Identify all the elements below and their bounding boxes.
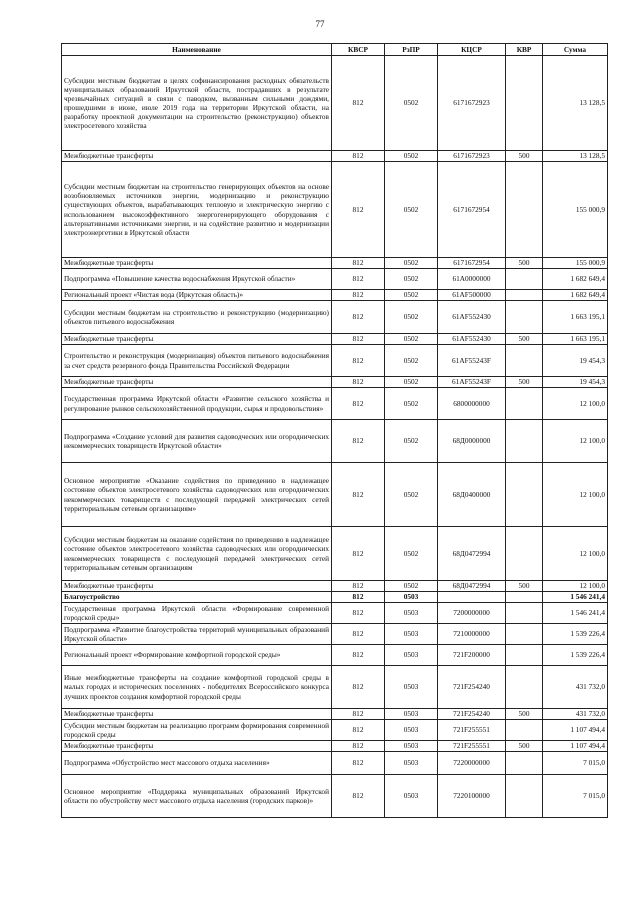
row-kvr: 500	[506, 151, 543, 162]
row-name: Межбюджетные трансферты	[62, 334, 332, 345]
row-rzpr: 0502	[385, 527, 438, 581]
row-rzpr: 0502	[385, 345, 438, 377]
row-kcsr: 68Д0472994	[438, 527, 506, 581]
row-kvsr: 812	[332, 645, 385, 666]
row-kvr	[506, 388, 543, 420]
row-sum: 1 663 195,1	[543, 301, 608, 334]
row-kcsr: 7220100000	[438, 775, 506, 818]
row-sum: 12 100,0	[543, 581, 608, 592]
row-rzpr: 0503	[385, 603, 438, 624]
row-sum: 7 015,0	[543, 775, 608, 818]
row-rzpr: 0502	[385, 258, 438, 269]
table-row	[62, 720, 608, 741]
row-rzpr: 0503	[385, 624, 438, 645]
row-kvsr: 812	[332, 301, 385, 334]
row-kvr	[506, 645, 543, 666]
table-row	[62, 345, 608, 377]
row-name: Субсидии местным бюджетам на строительство генерирующих объектов на основе возобновляемых источников энергии, модернизацию и реконструкцию существующих объектов, вырабатывающих тепловую и электрическую энергию с использованием высокоэффективного энергогенерирующего оборудования с альтернативными источниками энергии, и на содействие развитию и модернизации электроэнергетики в Иркутской области	[62, 162, 332, 258]
row-kcsr: 6800000000	[438, 388, 506, 420]
row-kvsr: 812	[332, 603, 385, 624]
col-header-kvr: КВР	[506, 44, 543, 56]
table-row	[62, 463, 608, 527]
row-kcsr: 68Д0000000	[438, 420, 506, 463]
table-row	[62, 334, 608, 345]
col-header-kvsr: КВСР	[332, 44, 385, 56]
row-sum: 1 107 494,4	[543, 741, 608, 752]
col-header-sum: Сумма	[543, 44, 608, 56]
row-kcsr: 68Д0472994	[438, 581, 506, 592]
table-row	[62, 151, 608, 162]
row-sum: 1 539 226,4	[543, 624, 608, 645]
row-kvr	[506, 269, 543, 290]
row-kvr	[506, 290, 543, 301]
row-sum: 13 128,5	[543, 151, 608, 162]
table-row	[62, 290, 608, 301]
row-kvr: 500	[506, 741, 543, 752]
row-kvsr: 812	[332, 592, 385, 603]
row-sum: 1 546 241,4	[543, 603, 608, 624]
table-row	[62, 301, 608, 334]
row-rzpr: 0503	[385, 645, 438, 666]
row-kvr	[506, 752, 543, 775]
row-kvsr: 812	[332, 420, 385, 463]
row-sum: 12 100,0	[543, 463, 608, 527]
row-kvsr: 812	[332, 624, 385, 645]
row-rzpr: 0503	[385, 592, 438, 603]
row-sum: 1 682 649,4	[543, 290, 608, 301]
row-name: Субсидии местным бюджетам на оказание содействия по приведению в надлежащее состояние объектов электросетевого хозяйства садоводческих или огороднических некоммерческих товариществ с последующей передачей электрических сетей территориальным сетевым организациям	[62, 527, 332, 581]
row-rzpr: 0502	[385, 420, 438, 463]
row-kcsr: 61АF552430	[438, 301, 506, 334]
row-kcsr: 68Д0400000	[438, 463, 506, 527]
row-kvr	[506, 720, 543, 741]
row-kcsr: 61А0000000	[438, 269, 506, 290]
row-rzpr: 0502	[385, 269, 438, 290]
row-kvsr: 812	[332, 290, 385, 301]
row-kvr	[506, 420, 543, 463]
row-kvsr: 812	[332, 752, 385, 775]
row-kvr	[506, 527, 543, 581]
row-name: Межбюджетные трансферты	[62, 258, 332, 269]
table-row	[62, 581, 608, 592]
row-rzpr: 0503	[385, 709, 438, 720]
row-sum: 12 100,0	[543, 420, 608, 463]
row-kvsr: 812	[332, 388, 385, 420]
row-kvsr: 812	[332, 775, 385, 818]
row-sum: 1 107 494,4	[543, 720, 608, 741]
row-sum: 431 732,0	[543, 666, 608, 709]
table-row	[62, 752, 608, 775]
row-name: Подпрограмма «Создание условий для развития садоводческих или огороднических некоммерческих товариществ Иркутской области»	[62, 420, 332, 463]
row-rzpr: 0502	[385, 56, 438, 151]
table-row	[62, 603, 608, 624]
row-kcsr: 7200000000	[438, 603, 506, 624]
row-kvsr: 812	[332, 463, 385, 527]
row-kcsr: 61АF552430	[438, 334, 506, 345]
row-kcsr: 61АF500000	[438, 290, 506, 301]
row-kvr	[506, 56, 543, 151]
row-name: Благоустройство	[62, 592, 332, 603]
row-kvsr: 812	[332, 709, 385, 720]
row-rzpr: 0502	[385, 162, 438, 258]
table-row	[62, 258, 608, 269]
table-row	[62, 624, 608, 645]
col-header-kcsr: КЦСР	[438, 44, 506, 56]
row-kcsr: 721F255551	[438, 720, 506, 741]
row-sum: 1 539 226,4	[543, 645, 608, 666]
row-kvr: 500	[506, 377, 543, 388]
row-name: Межбюджетные трансферты	[62, 151, 332, 162]
row-kvsr: 812	[332, 162, 385, 258]
table-row	[62, 377, 608, 388]
table-row	[62, 645, 608, 666]
row-kcsr: 6171672923	[438, 151, 506, 162]
row-sum: 7 015,0	[543, 752, 608, 775]
row-sum: 19 454,3	[543, 345, 608, 377]
budget-table	[61, 43, 608, 818]
row-rzpr: 0502	[385, 388, 438, 420]
row-kcsr: 61АF55243F	[438, 345, 506, 377]
row-kvr	[506, 666, 543, 709]
row-name: Межбюджетные трансферты	[62, 377, 332, 388]
page-number: 77	[315, 19, 325, 29]
row-name: Межбюджетные трансферты	[62, 709, 332, 720]
row-rzpr: 0503	[385, 775, 438, 818]
row-kcsr: 7210000000	[438, 624, 506, 645]
row-name: Субсидии местным бюджетам на строительство и реконструкцию (модернизацию) объектов питьевого водоснабжения	[62, 301, 332, 334]
row-name: Подпрограмма «Повышение качества водоснабжения Иркутской области»	[62, 269, 332, 290]
row-kvsr: 812	[332, 377, 385, 388]
row-kcsr: 721F254240	[438, 709, 506, 720]
row-kvsr: 812	[332, 581, 385, 592]
row-rzpr: 0503	[385, 666, 438, 709]
row-name: Основное мероприятие «Поддержка муниципальных образований Иркутской области по обустройству мест массового отдыха населения (городских парков)»	[62, 775, 332, 818]
row-name: Иные межбюджетные трансферты на создание комфортной городской среды в малых городах и исторических поселениях - победителях Всероссийского конкурса лучших проектов создания комфортной городской среды	[62, 666, 332, 709]
row-kvr	[506, 624, 543, 645]
row-sum: 1 663 195,1	[543, 334, 608, 345]
row-sum: 1 682 649,4	[543, 269, 608, 290]
row-kvsr: 812	[332, 334, 385, 345]
row-rzpr: 0502	[385, 581, 438, 592]
row-name: Строительство и реконструкция (модернизация) объектов питьевого водоснабжения за счет средств резервного фонда Правительства Российской Федерации	[62, 345, 332, 377]
table-row	[62, 709, 608, 720]
row-kcsr: 61АF55243F	[438, 377, 506, 388]
row-rzpr: 0502	[385, 290, 438, 301]
row-rzpr: 0502	[385, 151, 438, 162]
row-name: Региональный проект «Формирование комфортной городской среды»	[62, 645, 332, 666]
table-body	[62, 56, 608, 818]
row-sum: 431 732,0	[543, 709, 608, 720]
table-row	[62, 592, 608, 603]
row-kvr	[506, 592, 543, 603]
table-row	[62, 420, 608, 463]
row-kvsr: 812	[332, 666, 385, 709]
row-kvsr: 812	[332, 345, 385, 377]
row-kcsr: 721F254240	[438, 666, 506, 709]
row-kcsr	[438, 592, 506, 603]
row-sum: 13 128,5	[543, 56, 608, 151]
row-kvsr: 812	[332, 527, 385, 581]
row-kvr	[506, 603, 543, 624]
row-kcsr: 6171672954	[438, 258, 506, 269]
row-kvsr: 812	[332, 720, 385, 741]
table-row	[62, 269, 608, 290]
row-kvr: 500	[506, 258, 543, 269]
row-rzpr: 0502	[385, 334, 438, 345]
row-sum: 19 454,3	[543, 377, 608, 388]
table-row	[62, 666, 608, 709]
row-kcsr: 6171672954	[438, 162, 506, 258]
row-name: Государственная программа Иркутской области «Формирование современной городской среды»	[62, 603, 332, 624]
row-name: Межбюджетные трансферты	[62, 581, 332, 592]
row-name: Подпрограмма «Развитие благоустройства территорий муниципальных образований Иркутской области»	[62, 624, 332, 645]
row-rzpr: 0503	[385, 752, 438, 775]
row-name: Межбюджетные трансферты	[62, 741, 332, 752]
row-name: Региональный проект «Чистая вода (Иркутская область)»	[62, 290, 332, 301]
col-header-rzpr: РзПР	[385, 44, 438, 56]
row-rzpr: 0502	[385, 301, 438, 334]
row-sum: 1 546 241,4	[543, 592, 608, 603]
row-name: Государственная программа Иркутской области «Развитие сельского хозяйства и регулирование рынков сельскохозяйственной продукции, сырья и продовольствия»	[62, 388, 332, 420]
row-sum: 155 000,9	[543, 258, 608, 269]
row-kvr	[506, 345, 543, 377]
row-sum: 12 100,0	[543, 527, 608, 581]
row-kcsr: 721F255551	[438, 741, 506, 752]
row-kvr	[506, 775, 543, 818]
row-rzpr: 0503	[385, 741, 438, 752]
row-rzpr: 0503	[385, 720, 438, 741]
row-name: Подпрограмма «Обустройство мест массового отдыха населения»	[62, 752, 332, 775]
row-kvr: 500	[506, 581, 543, 592]
row-kvr	[506, 301, 543, 334]
table-row	[62, 162, 608, 258]
row-name: Основное мероприятие «Оказание содействия по приведению в надлежащее состояние объектов электросетевого хозяйства садоводческих или огороднических некоммерческих товариществ с последующей передачей электрических сетей территориальным сетевым организациям»	[62, 463, 332, 527]
col-header-name: Наименование	[62, 44, 332, 56]
row-rzpr: 0502	[385, 377, 438, 388]
row-kvsr: 812	[332, 258, 385, 269]
row-kvr: 500	[506, 709, 543, 720]
row-rzpr: 0502	[385, 463, 438, 527]
row-sum: 155 000,9	[543, 162, 608, 258]
table-header-row	[62, 44, 608, 56]
row-kvr: 500	[506, 334, 543, 345]
row-kvsr: 812	[332, 741, 385, 752]
table-row	[62, 388, 608, 420]
row-kcsr: 6171672923	[438, 56, 506, 151]
row-kvr	[506, 162, 543, 258]
row-name: Субсидии местным бюджетам в целях софинансирования расходных обязательств муниципальных образований Иркутской области, пострадавших в результате чрезвычайных ситуаций в связи с паводком, вызванным сильными дождями, прошедшими в июне, июле 2019 года на территории Иркутской области, на разработку проектной документации на строительство (реконструкцию) объектов электросетевого хозяйства	[62, 56, 332, 151]
row-kvr	[506, 463, 543, 527]
row-kvsr: 812	[332, 56, 385, 151]
row-kvsr: 812	[332, 151, 385, 162]
table-row	[62, 527, 608, 581]
table-row	[62, 775, 608, 818]
table-row	[62, 741, 608, 752]
row-name: Субсидии местным бюджетам на реализацию программ формирования современной городской среды	[62, 720, 332, 741]
row-kcsr: 721F200000	[438, 645, 506, 666]
row-kcsr: 7220000000	[438, 752, 506, 775]
table-row	[62, 56, 608, 151]
row-sum: 12 100,0	[543, 388, 608, 420]
row-kvsr: 812	[332, 269, 385, 290]
